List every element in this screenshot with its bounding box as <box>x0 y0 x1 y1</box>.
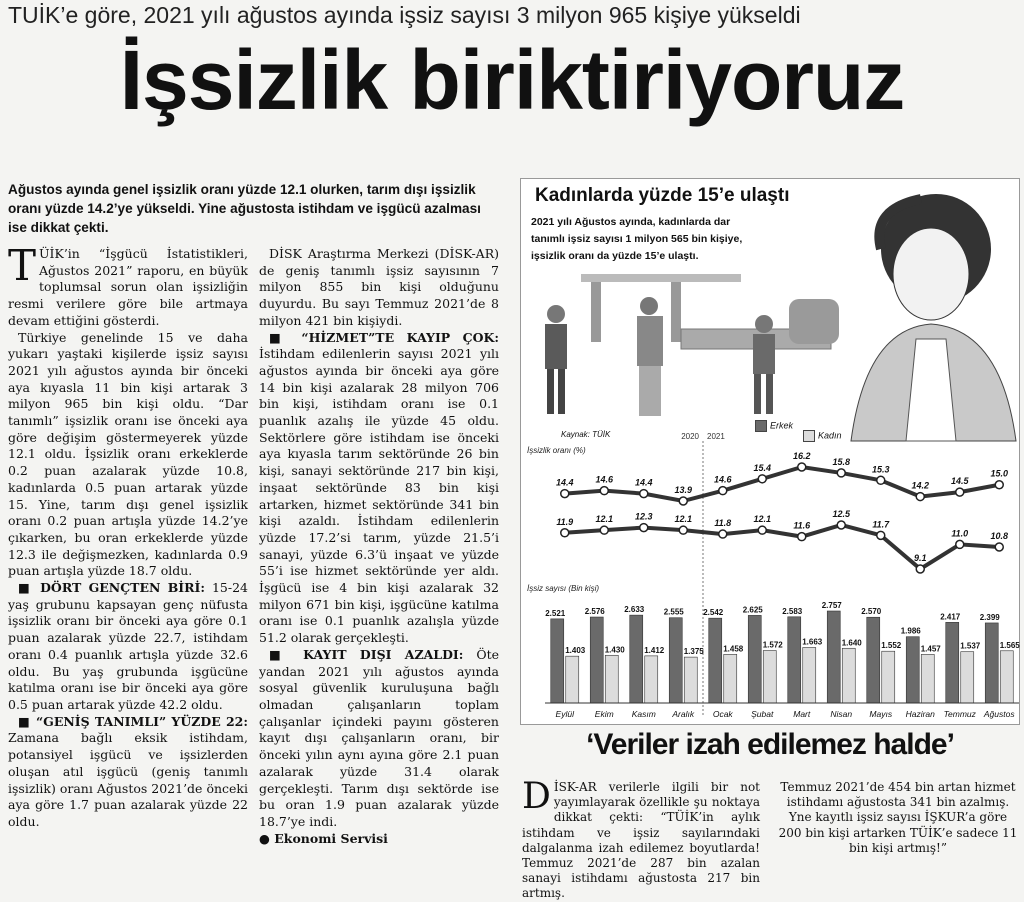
subheading: ■ DÖRT GENÇTEN BİRİ: <box>18 580 206 596</box>
female-rate-point <box>877 476 885 484</box>
lead-paragraph: Ağustos ayında genel işsizlik oranı yüzde 12.1 olurken, tarım dışı işsizlik oranı yüzde 14.2’ye yükseldi. Yine ağustosta istihdam ve işgücü azalması ise dikkat çekti. <box>8 182 481 235</box>
paragraph: İstihdam edilenlerin sayısı 2021 yılı ağustos ayında bir önceki aya göre 14 bin kişi azalarak 28 milyon 706 bin kişi, istihdam oranı ise 0.1 puanlık azalış ile yüzde 45 oldu. Sektörlere göre istihdam ise önceki aya kıyasla tarım sektöründe 26 bin kişi, sanayi sektöründe 217 bin kişi, inşaat sektöründe 83 bin kişi artarken, hizmet sektöründe 341 bin kişi azaldı. İstihdam edilenlerin yüzde 17.2’si tarım, yüzde 21.5’i sanayi, yüzde 6.3’ü inşaat ve yüzde 55’i ise hizmet sektöründe yer aldı. İşgücü ise 4 bin kişi azalarak 32 milyon 671 bin kişi, işgücüne katılma oranı ise 0.1 puanlık azalışla yüzde 51.2 olarak gerçekleşti. <box>259 346 499 646</box>
male-bar-label: 2.633 <box>624 605 645 615</box>
female-rate-label: 14.4 <box>634 477 653 488</box>
male-bar <box>551 619 564 703</box>
female-rate-label: 16.2 <box>792 451 811 461</box>
male-rate-point <box>837 521 845 529</box>
paragraph: Öte yandan 2021 yılı ağustos ayında sosyal güvenlik kuruluşuna bağlı olmadan çalışanların toplam çalışanlar içindeki payını gösteren kayıt dışı çalışanların oranı, bir önceki yılın aynı ayına göre 2.1 puan azalarak yüzde 31.4 olarak gerçekleşti. Tarım dışı sektörde ise bu oran 1.9 puan azalarak yüzde 18.7’ye indi. <box>259 646 499 829</box>
male-bar-label: 2.583 <box>782 606 803 616</box>
female-rate-point <box>758 475 766 483</box>
male-rate-label: 12.3 <box>634 511 653 522</box>
x-tick-label: Ekim <box>594 709 614 719</box>
article-2-column-1 <box>522 776 760 902</box>
female-bar <box>961 652 974 703</box>
count-chart-title: İşsiz sayısı (Bin kişi) <box>527 584 600 593</box>
kicker: TUİK’e göre, 2021 yılı ağustos ayında işsiz sayısı 3 milyon 965 kişiye yükseldi <box>8 2 801 28</box>
female-bar-label: 1.412 <box>644 645 665 655</box>
article-column-1 <box>8 241 248 831</box>
male-bar <box>867 617 880 703</box>
male-bar-label: 2.625 <box>742 605 763 615</box>
legend-label: Erkek <box>770 420 794 431</box>
male-bar-label: 2.417 <box>940 612 961 622</box>
female-rate-label: 15.3 <box>871 464 890 475</box>
legend-swatch-male <box>755 420 767 432</box>
male-bar <box>985 623 998 703</box>
female-bar <box>882 651 895 703</box>
female-rate-point <box>600 487 608 495</box>
headline: İşsizlik biriktiriyoruz <box>119 33 905 127</box>
male-rate-label: 11.9 <box>556 516 574 527</box>
male-bar-label: 2.521 <box>545 608 566 618</box>
female-bar <box>605 655 618 703</box>
year-label: 2020 <box>681 432 699 441</box>
female-rate-line <box>565 467 1000 501</box>
x-tick-label: Ağustos <box>983 709 1015 719</box>
female-bar <box>645 656 658 703</box>
female-bar-label: 1.572 <box>762 640 783 650</box>
article-2-title: ‘Veriler izah edilemez halde’ <box>586 728 954 761</box>
paragraph: ÜİK’in “İşgücü İstatistikleri, Ağustos 2021” raporu, en büyük toplumsal sorun olan işsizliğin resmi verilere göre bile artmaya devam ettiğini gösterdi. <box>8 246 248 328</box>
male-bar-label: 1.986 <box>900 626 921 636</box>
male-bar <box>827 611 840 703</box>
byline: ● Ekonomi Servisi <box>259 830 388 846</box>
female-rate-point <box>640 490 648 498</box>
male-rate-label: 11.0 <box>951 528 969 539</box>
male-rate-label: 11.6 <box>793 520 811 531</box>
male-bar <box>788 617 801 703</box>
male-bar <box>906 637 919 703</box>
male-rate-point <box>995 543 1003 551</box>
male-bar <box>748 615 761 703</box>
infographic <box>520 178 1020 725</box>
male-bar <box>669 618 682 703</box>
x-tick-label: Haziran <box>905 709 935 719</box>
female-rate-point <box>995 481 1003 489</box>
paragraph: DİSK Araştırma Merkezi (DİSK-AR) de geniş tanımlı işsiz sayısının 7 milyon 855 bin kişi olduğunu duyurdu. Bu sayı Temmuz 2021’de 8 milyon 421 bin kişiydi. <box>259 246 499 328</box>
male-rate-label: 9.1 <box>913 553 927 563</box>
female-bar <box>842 648 855 703</box>
female-bar <box>566 656 579 703</box>
source-label: Kaynak: TÜİK <box>561 430 611 439</box>
male-bar-label: 2.570 <box>861 607 882 617</box>
female-rate-point <box>719 487 727 495</box>
subheading: ■ “GENİŞ TANIMLI” YÜZDE 22: <box>18 713 248 729</box>
legend-item-male <box>755 420 793 432</box>
male-rate-point <box>561 529 569 537</box>
male-rate-point <box>600 526 608 534</box>
rate-chart-title: İşsizlik oranı (%) <box>527 446 586 455</box>
x-tick-label: Şubat <box>751 709 774 719</box>
male-rate-label: 11.7 <box>872 519 890 530</box>
male-bar <box>709 618 722 703</box>
paragraph: Türkiye genelinde 15 ve daha yukarı yaştaki kişilerde işsiz sayısı 2021 yılı ağustos ayında bir önceki aya kıyasla 11 bin kişi artarak 3 milyon 965 bin kişi oldu. “Dar tanımlı” işsizlik oranı ise önceki aya göre değişim göstermeyerek yüzde 12.1 oldu. İşsizlik oranı erkeklerde 0.2 puan azalarak yüzde 10.8, kadınlarda 0.5 puan artarak yüzde 15. Yine, tarım dışı genel işsizlik oranı 0.2 puan artışla yüzde 14.2’ye çıkarken, bu oran erkeklerde yüzde 12.3 ile değişmezken, kadınlarda 0.9 puan artışla yüzde 18.7 oldu. <box>8 329 248 579</box>
female-rate-label: 14.4 <box>555 477 574 488</box>
female-bar-label: 1.375 <box>683 647 704 657</box>
female-bar-label: 1.640 <box>841 638 862 648</box>
x-tick-label: Nisan <box>830 709 853 719</box>
male-bar-label: 2.576 <box>584 607 605 617</box>
subheading: ■ “HİZMET”TE KAYIP ÇOK: <box>269 329 499 345</box>
male-rate-label: 10.8 <box>990 531 1009 541</box>
x-tick-label: Mart <box>793 709 811 719</box>
male-rate-point <box>640 524 648 532</box>
drop-cap: T <box>8 241 37 290</box>
male-rate-label: 12.5 <box>832 509 851 519</box>
female-bar <box>724 654 737 703</box>
female-rate-label: 15.0 <box>990 468 1009 479</box>
male-rate-label: 11.8 <box>714 518 732 529</box>
male-bar <box>590 617 603 703</box>
male-rate-label: 12.1 <box>753 514 772 525</box>
x-tick-label: Aralık <box>672 709 695 719</box>
article-column-2 <box>259 246 499 847</box>
female-bar-label: 1.565 <box>999 640 1020 650</box>
male-bar-label: 2.757 <box>821 601 842 610</box>
female-rate-point <box>916 493 924 501</box>
male-bar-label: 2.399 <box>979 612 1000 622</box>
male-rate-point <box>956 540 964 548</box>
female-rate-label: 14.5 <box>950 476 969 487</box>
female-bar <box>921 654 934 703</box>
female-bar-label: 1.537 <box>960 641 981 651</box>
female-rate-label: 14.6 <box>595 474 614 485</box>
female-bar-label: 1.403 <box>565 646 586 656</box>
male-bar-label: 2.542 <box>703 608 724 618</box>
female-bar-label: 1.457 <box>920 644 941 654</box>
female-rate-label: 14.2 <box>911 480 930 491</box>
subheading: ■ KAYIT DIŞI AZALDI: <box>269 646 464 662</box>
male-bar <box>946 622 959 703</box>
female-rate-point <box>837 469 845 477</box>
infographic-title: Kadınlarda yüzde 15’e ulaştı <box>535 185 790 206</box>
male-rate-point <box>679 526 687 534</box>
female-rate-point <box>798 463 806 471</box>
female-bar-label: 1.458 <box>723 644 744 654</box>
infographic-description: 2021 yılı Ağustos ayında, kadınlarda dar tanımlı işsiz sayısı 1 milyon 565 bin kişiye, işsizlik oranı da yüzde 15’e ulaştı. <box>531 216 743 262</box>
female-rate-point <box>679 497 687 505</box>
male-bar-label: 2.555 <box>663 607 684 617</box>
legend-label: Kadın <box>818 430 842 441</box>
male-rate-line <box>565 525 1000 569</box>
female-bar <box>684 657 697 703</box>
female-bar <box>803 648 816 703</box>
paragraph: 15-24 yaş grubunu kapsayan genç nüfusta işsizlik oranı bir önceki aya göre 0.1 puan azalarak yüzde 22.7, istihdam oranı 0.4 puanlık artışla yüzde 32.6 oldu. Bu yaş grubunda işgücüne katılma oranı ise bir önceki aya göre 0.5 puan artarak yüzde 42.2 oldu. <box>8 580 248 712</box>
female-rate-label: 14.6 <box>713 474 732 485</box>
x-tick-label: Eylül <box>555 709 574 719</box>
male-rate-point <box>758 526 766 534</box>
article-2-column-2: Temmuz 2021’de 454 bin artan hizmet istihdamı ağustosta 341 bin azalmış. Yne kayıtlı işsiz sayısı İŞKUR’a göre 200 bin kişi artarken TÜİK’e sadece 11 bin kişi artmış!” <box>778 780 1018 855</box>
male-bar <box>630 615 643 703</box>
female-rate-point <box>561 490 569 498</box>
x-tick-label: Kasım <box>631 709 656 719</box>
x-tick-label: Ocak <box>712 709 733 719</box>
female-bar <box>1000 651 1013 703</box>
female-bar-label: 1.552 <box>881 641 902 651</box>
female-rate-point <box>956 488 964 496</box>
female-bar <box>763 651 776 703</box>
male-rate-point <box>798 533 806 541</box>
drop-cap: D <box>522 776 551 817</box>
female-rate-label: 15.4 <box>753 462 772 473</box>
male-rate-label: 12.1 <box>595 514 614 525</box>
year-label: 2021 <box>707 432 725 441</box>
female-bar-label: 1.430 <box>604 645 625 655</box>
male-rate-label: 12.1 <box>674 514 693 525</box>
paragraph: Zamana bağlı eksik istihdam, potansiyel işgücü ve işsizlerden oluşan atıl işgücü (geniş tanımlı işsizlik) oranı Ağustos 2021’de önceki aya göre 1.7 puan azalarak yüzde 22 oldu. <box>8 730 248 829</box>
paragraph: İSK-AR verilerle ilgili bir not yayımlayarak özellikle şu noktaya dikkat çekti: “TÜİK’in aylık istihdam ve işsiz sayılarındaki dalgalanma izah edilemez boyutlarda! Temmuz 2021’de 287 bin azalan sanayi istihdamı ağustosta 217 bin artmış. <box>522 780 760 901</box>
female-rate-label: 15.8 <box>832 456 851 467</box>
male-rate-point <box>916 565 924 573</box>
male-rate-point <box>877 531 885 539</box>
male-rate-point <box>719 530 727 538</box>
x-tick-label: Mayıs <box>869 709 893 719</box>
x-tick-label: Temmuz <box>943 709 976 719</box>
female-rate-label: 13.9 <box>674 485 693 495</box>
female-bar-label: 1.663 <box>802 637 823 647</box>
